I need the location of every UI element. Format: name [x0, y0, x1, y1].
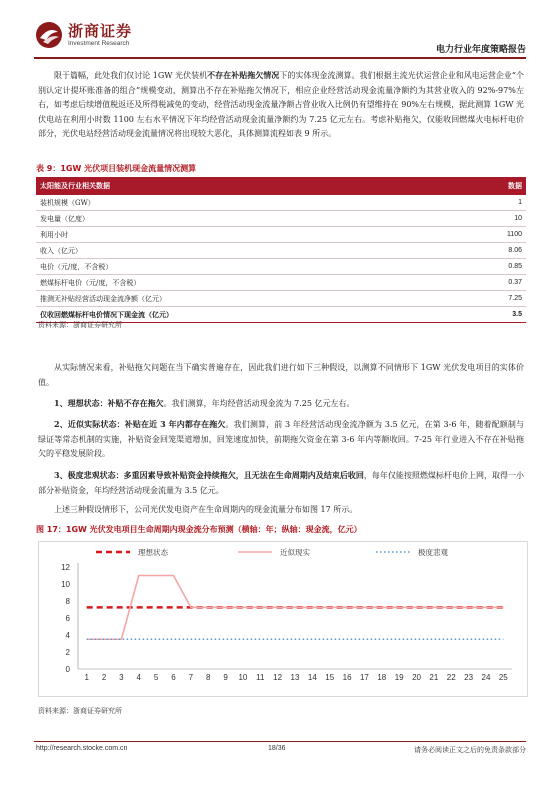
- report-title: 电力行业年度策略报告: [435, 45, 526, 55]
- x-tick-label: 24: [481, 673, 491, 682]
- brand-logo: [34, 16, 144, 56]
- table-source: 资料来源：浙商证券研究所: [38, 321, 122, 329]
- x-tick-label: 12: [273, 673, 283, 682]
- table-header-label: 太阳能及行业相关数据: [36, 177, 457, 195]
- paragraph-chart-intro: 上述三种假设情形下，公司光伏发电资产在生命周期内的现金流量分布如图 17 所示。: [54, 505, 358, 514]
- y-tick-label: 4: [65, 631, 70, 640]
- total-value: 3.5: [457, 307, 526, 323]
- row-label: 发电量（亿度）: [36, 211, 457, 227]
- footer-divider: [34, 741, 526, 742]
- x-tick-label: 6: [171, 673, 176, 682]
- legend-label: 近似现实: [280, 548, 310, 557]
- paragraph-intro: [38, 68, 524, 142]
- table-caption: 表 9：1GW 光伏项目装机现金流量情况测算: [36, 164, 197, 173]
- x-tick-label: 9: [223, 673, 228, 682]
- ideal-bold: 补贴不存在拖欠: [107, 398, 164, 408]
- legend-label: 理想状态: [138, 548, 168, 557]
- row-value: 7.25: [457, 291, 526, 307]
- row-label: 推测无补贴经营活动现金流净额（亿元）: [36, 291, 457, 307]
- x-tick-label: 15: [325, 673, 335, 682]
- paragraph-approx: [38, 417, 524, 462]
- x-tick-label: 20: [412, 673, 421, 682]
- ideal-heading: 1、理想状态：: [54, 398, 108, 408]
- table-row: [36, 291, 526, 307]
- table-header-value: 数据: [457, 177, 526, 195]
- header-divider: [34, 57, 526, 59]
- approx-heading: 2、近似实际状态：: [54, 419, 125, 429]
- row-value: 0.85: [457, 259, 526, 275]
- row-label: 装机规模（GW）: [36, 195, 457, 211]
- x-tick-label: 5: [153, 673, 159, 682]
- pessimistic-bold: 多重因素导致补贴资金持续拖欠，且无法在生命周期内及结束后收回: [123, 470, 364, 480]
- table-row: [36, 195, 526, 211]
- y-tick-label: 12: [61, 563, 70, 572]
- x-tick-label: 2: [101, 673, 107, 682]
- paragraph-ideal: [38, 396, 524, 412]
- x-tick-label: 22: [446, 673, 456, 682]
- paragraph-intro-a: 限于篇幅，此处我们仅讨论 1GW 光伏装机: [54, 71, 208, 80]
- row-value: 8.06: [457, 243, 526, 259]
- figure-source: 资料来源：浙商证券研究所: [38, 707, 122, 715]
- x-tick-label: 8: [205, 673, 211, 682]
- x-tick-label: 17: [359, 673, 369, 682]
- x-tick-label: 4: [136, 673, 141, 682]
- row-label: 燃煤标杆电价（元/度，不含税）: [36, 275, 457, 291]
- table-row: [36, 275, 526, 291]
- table-header-row: [36, 177, 526, 195]
- paragraph-pessimistic: [38, 468, 524, 498]
- row-value: 0.37: [457, 275, 526, 291]
- x-tick-label: 25: [498, 673, 508, 682]
- x-tick-label: 10: [238, 673, 248, 682]
- row-label: 收入（亿元）: [36, 243, 457, 259]
- ideal-text: 。我们测算，年均经营活动现金流为 7.25 亿元左右。: [163, 399, 355, 408]
- footer-url[interactable]: http://research.stocke.com.cn: [36, 745, 128, 752]
- row-label: 利用小时: [36, 227, 457, 243]
- legend-label: 极度悲观: [418, 548, 448, 557]
- cashflow-table: [36, 177, 526, 323]
- cashflow-line-chart: [38, 541, 528, 697]
- footer-disclaimer: 请务必阅读正文之后的免责条款部分: [414, 746, 526, 754]
- x-tick-label: 18: [377, 673, 387, 682]
- x-tick-label: 19: [394, 673, 404, 682]
- zheshang-logo-icon: [34, 20, 64, 50]
- pessimistic-heading: 3、极度悲观状态：: [54, 470, 124, 480]
- y-tick-label: 2: [65, 648, 70, 657]
- logo-text-cn: 浙商证券: [68, 22, 133, 40]
- y-tick-label: 8: [65, 597, 70, 606]
- y-tick-label: 10: [61, 580, 70, 589]
- logo-text-en: Investment Research: [68, 40, 130, 47]
- table-row: [36, 227, 526, 243]
- x-tick-label: 23: [464, 673, 474, 682]
- x-tick-label: 14: [307, 673, 317, 682]
- paragraph-intro-bold: 不存在补贴拖欠情况: [207, 70, 280, 80]
- y-tick-label: 6: [65, 614, 70, 623]
- x-tick-label: 21: [429, 673, 439, 682]
- paragraph-scenarios: 从实际情况来看，补贴拖欠问题在当下确实普遍存在，因此我们进行如下三种假设，以测算不同情形下 1GW 光伏发电项目的实体价值。: [38, 363, 524, 387]
- x-tick-label: 11: [256, 673, 265, 682]
- table-row: [36, 259, 526, 275]
- approx-text: 。我们测算，前 3 年经营活动现金流净额为 3.5 亿元，在第 3-6 年，随着配额制与绿证等常态机制的实施，补贴资金回笼渠道增加，回笼速度加快，前期拖欠资金在第 3-6 年内等额收回。7-25 年行业进入不存在补贴拖欠的平稳发展阶段。: [38, 420, 524, 458]
- total-label: 仅收回燃煤标杆电价情况下现金流（亿元）: [36, 307, 457, 323]
- x-tick-label: 16: [342, 673, 352, 682]
- x-tick-label: 3: [119, 673, 124, 682]
- x-tick-label: 7: [188, 673, 194, 682]
- pessimistic-text: ，每年仅能按照燃煤标杆电价上网，取得一小部分补贴资金，年均经营活动现金流量为 3.5 亿元。: [38, 471, 524, 495]
- row-value: 10: [457, 211, 526, 227]
- table-row: [36, 243, 526, 259]
- figure-caption: 图 17：1GW 光伏发电项目生命周期内现金流分布预测（横轴：年；纵轴：现金流，亿元）: [36, 525, 362, 534]
- row-value: 1100: [457, 227, 526, 243]
- page-number: 18/36: [268, 745, 286, 752]
- paragraph-intro-c: 下的实体现金流测算。我们根据主流光伏运营企业和风电运营企业“个别认定计提坏账准备的组合”规模变动，测算出不存在补贴拖欠情况下，相应企业经营活动现金流量净额约为其营业收入的 92%-97%左右，如考虑后续增值税返还及所得税减免的变动，经营活动现金流量净额占营业收入比例仍有望维持在 90%左右规模，据此测算 1GW 光伏电站在利用小时数 1100 左右水平情况下年均经营活动现金流量净额约为 7.25 亿元左右。考虑补贴拖欠，仅能收回燃煤火电标杆电价部分，光伏电站经营活动现金流量情况将出现较大恶化，具体测算流程如表 9 所示。: [38, 71, 524, 138]
- x-tick-label: 13: [290, 673, 300, 682]
- y-tick-label: 0: [65, 665, 70, 674]
- row-label: 电价（元/度，不含税）: [36, 259, 457, 275]
- row-value: 1: [457, 195, 526, 211]
- approx-bold: 补贴在近 3 年内都存在拖欠: [124, 419, 226, 429]
- table-row: [36, 211, 526, 227]
- x-tick-label: 1: [84, 673, 89, 682]
